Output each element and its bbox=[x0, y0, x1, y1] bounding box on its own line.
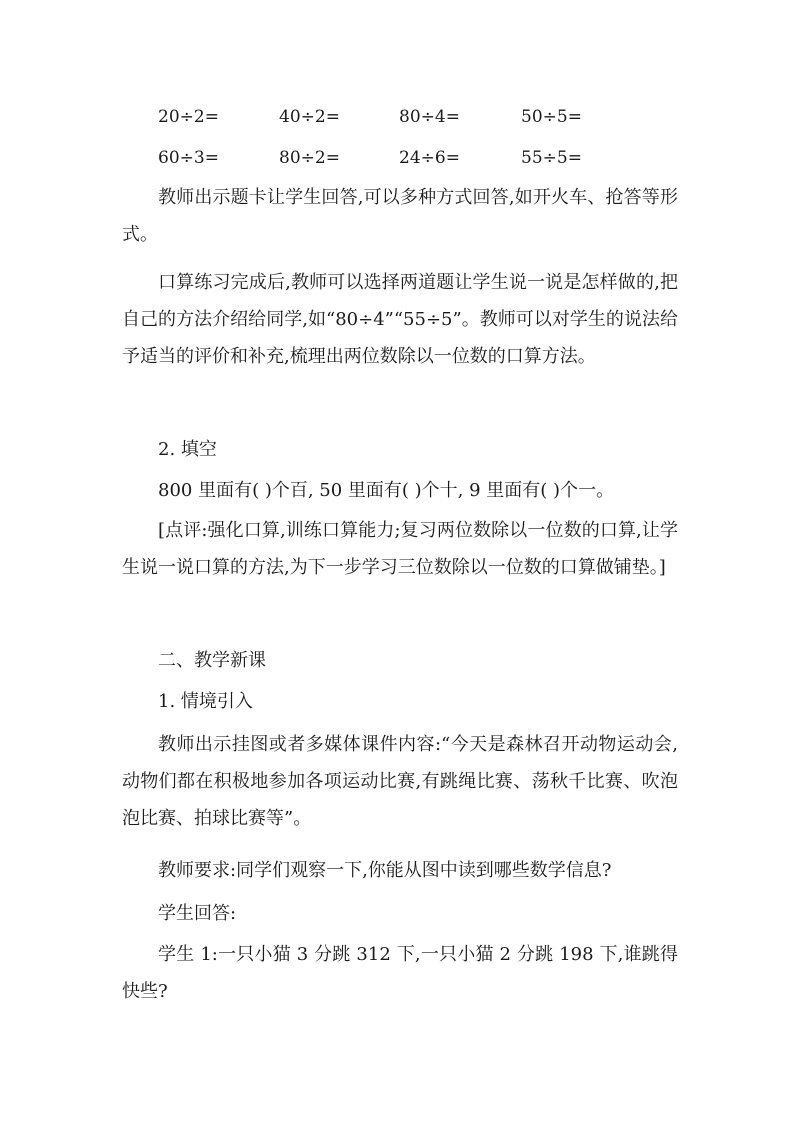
oral-math-row-2 bbox=[158, 144, 678, 172]
paragraph-teacher-requirement: 教师要求:同学们观察一下,你能从图中读到哪些数学信息? bbox=[158, 860, 612, 881]
math-problem: 60÷3= bbox=[158, 148, 219, 168]
paragraph-student-1: 学生 1:一只小猫 3 分跳 312 下,一只小猫 2 分跳 198 下,谁跳得快些? bbox=[122, 944, 678, 1002]
paragraph-question-cards: 教师出示题卡让学生回答,可以多种方式回答,如开火车、抢答等形式。 bbox=[122, 187, 678, 245]
math-problem: 20÷2= bbox=[158, 107, 219, 127]
paragraph-oral-practice: 口算练习完成后,教师可以选择两道题让学生说一说是怎样做的,把自己的方法介绍给同学,如“80÷4”“55÷5”。教师可以对学生的说法给予适当的评价和补充,梳理出两位数除以一位数的口算方法。 bbox=[122, 272, 678, 367]
section-heading-new-lesson: 二、教学新课 bbox=[158, 650, 266, 671]
math-problem: 50÷5= bbox=[521, 107, 582, 127]
math-problem: 80÷2= bbox=[279, 148, 340, 168]
math-problem: 40÷2= bbox=[279, 107, 340, 127]
heading-scenario-intro: 1. 情境引入 bbox=[158, 691, 253, 712]
fill-blank-question: 800 里面有( )个百, 50 里面有( )个十, 9 里面有( )个一。 bbox=[158, 480, 615, 501]
paragraph-teacher-shows-picture: 教师出示挂图或者多媒体课件内容:“今天是森林召开动物运动会,动物们都在积极地参加各项运动比赛,有跳绳比赛、荡秋千比赛、吹泡泡比赛、拍球比赛等”。 bbox=[122, 734, 678, 829]
oral-math-row-1 bbox=[158, 103, 678, 131]
math-problem: 80÷4= bbox=[399, 107, 460, 127]
math-problem: 24÷6= bbox=[399, 148, 460, 168]
paragraph-student-answer: 学生回答: bbox=[158, 903, 237, 924]
paragraph-commentary: [点评:强化口算,训练口算能力;复习两位数除以一位数的口算,让学生说一说口算的方法,为下一步学习三位数除以一位数的口算做铺垫。] bbox=[122, 520, 678, 578]
math-problem: 55÷5= bbox=[521, 148, 582, 168]
heading-fill-blank: 2. 填空 bbox=[158, 439, 217, 460]
